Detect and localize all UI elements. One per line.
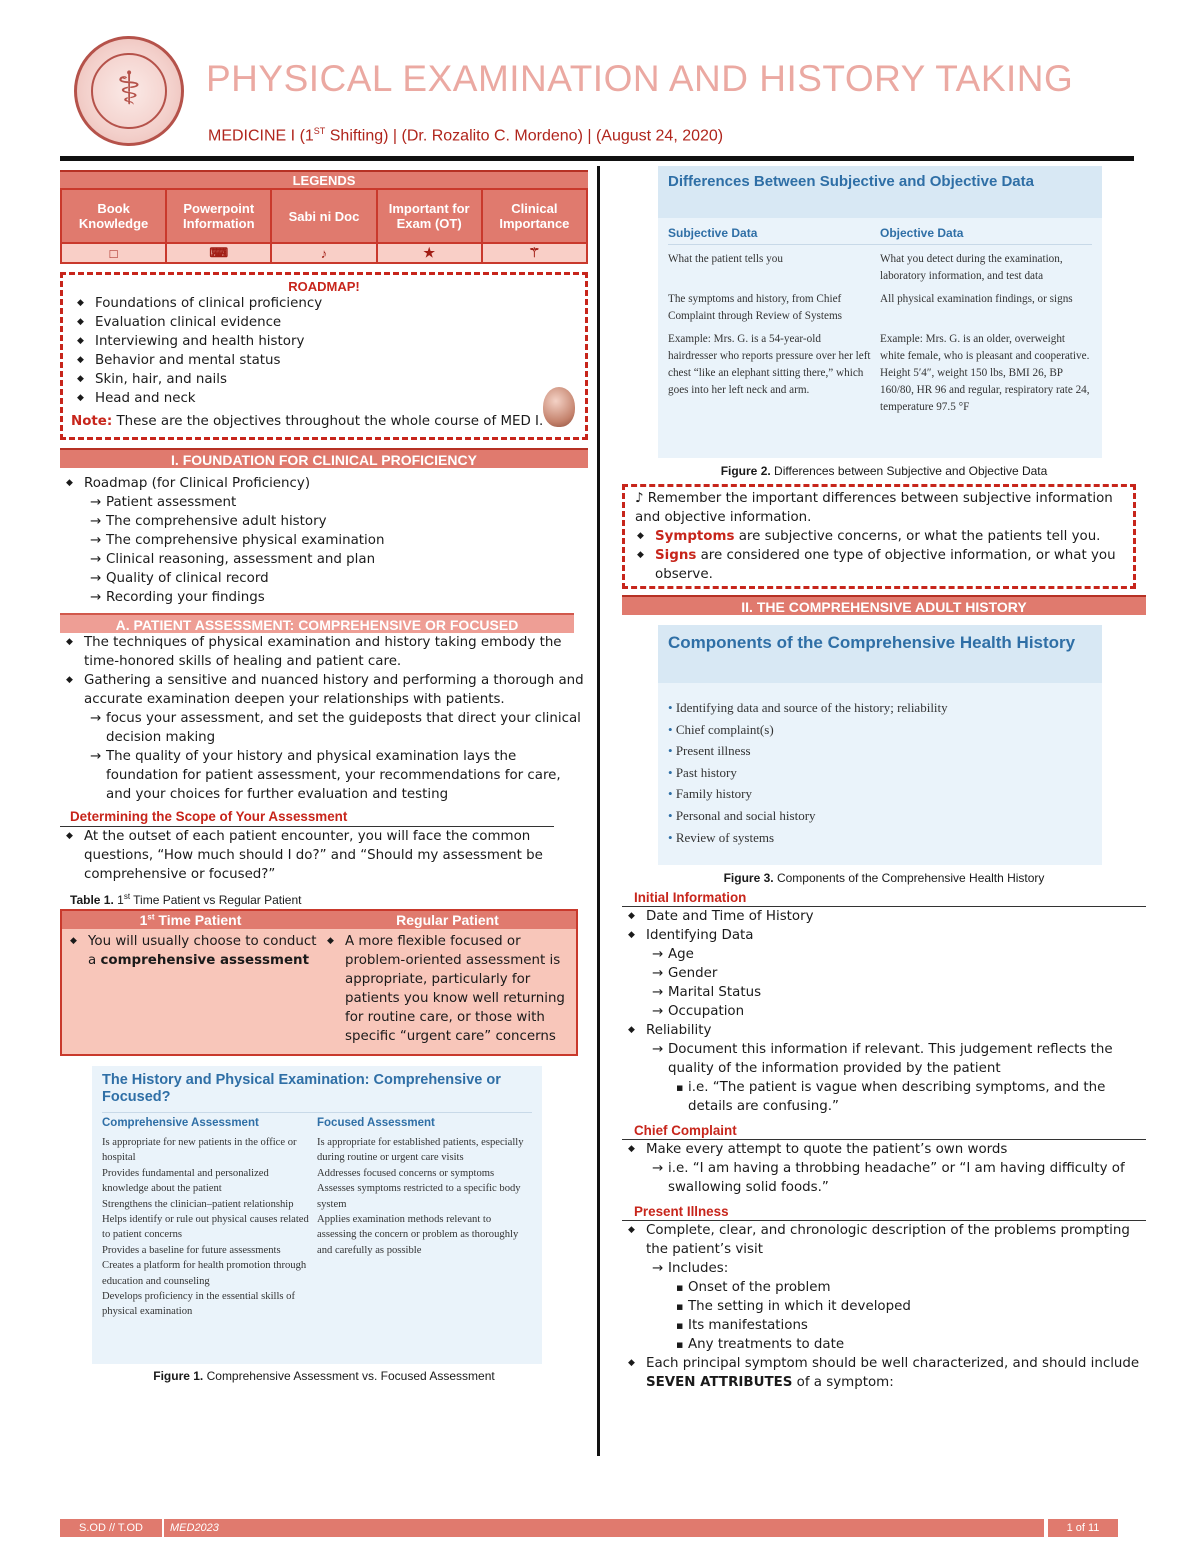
- scope-heading: Determining the Scope of Your Assessment: [60, 808, 554, 827]
- list-item: → focus your assessment, and set the guideposts that direct your clinical decision making: [60, 709, 588, 747]
- fig1-col1: [102, 1135, 317, 1320]
- column-divider: [597, 166, 600, 1456]
- caption-label: Figure 1.: [153, 1369, 204, 1383]
- section-1-arrows: [60, 493, 588, 607]
- table-caption-post: Time Patient vs Regular Patient: [130, 893, 302, 907]
- present-squares: [622, 1278, 1146, 1354]
- fig3-item: Personal and social history: [675, 807, 816, 823]
- fig3-item: Past history: [675, 764, 737, 780]
- fig2-col2-head: Objective Data: [880, 226, 964, 240]
- list-item: ▪ Any treatments to date: [622, 1335, 1146, 1354]
- caduceus-icon: ⚚: [482, 243, 587, 263]
- list-item: ◆ Behavior and mental status: [71, 351, 577, 370]
- reliability-arrows: [622, 1040, 1146, 1078]
- fig2-col1-head: Subjective Data: [668, 226, 758, 240]
- star-icon: ★: [377, 243, 482, 263]
- reliability-list: [622, 1021, 1146, 1040]
- scope-list: [60, 827, 588, 884]
- list-item: • Family history: [668, 786, 753, 802]
- chief-complaint-heading: Chief Complaint: [622, 1122, 1146, 1140]
- list-item: → Includes:: [622, 1259, 1146, 1278]
- fig1-c1-item: Helps identify or rule out physical causes related to patient concerns: [102, 1214, 309, 1241]
- list-item: ◆ A more flexible focused or problem-oriented assessment is appropriate, particularly for patients you know well returning for routine care, or those with specific “urgent care” concerns: [321, 932, 574, 1046]
- caption-label: Figure 3.: [723, 871, 774, 885]
- fig3-item: Review of systems: [675, 829, 775, 845]
- subtitle-pre: MEDICINE I (1: [208, 127, 314, 145]
- list-item: [635, 527, 1125, 546]
- list-item: → Gender: [622, 964, 1146, 983]
- list-item: [64, 932, 317, 970]
- list-item: → The comprehensive adult history: [60, 512, 588, 531]
- caption-text: Components of the Comprehensive Health History: [773, 871, 1045, 885]
- egg-sticker-icon: [543, 387, 575, 427]
- figure-2-caption: [622, 464, 1146, 478]
- school-seal-logo: [74, 36, 184, 146]
- list-item: ◆ At the outset of each patient encounter, you will face the common questions, “How much should I do?” and “Should my assessment be comprehensive or focused?”: [60, 827, 588, 884]
- legend-sabi-ni-doc: Sabi ni Doc: [271, 189, 376, 243]
- fig1-c2-item: Addresses focused concerns or symptoms: [317, 1167, 495, 1179]
- fig2-cell: Example: Mrs. G. is a 54-year-old hairdresser who reports pressure over her left chest “like an elephant sitting there,” which goes into her left neck and arm.: [668, 333, 871, 396]
- list-item: → Occupation: [622, 1002, 1146, 1021]
- figure-2-image: [658, 166, 1102, 458]
- legends-table: [60, 188, 588, 264]
- course-subtitle: [208, 126, 723, 145]
- legends-title: LEGENDS: [60, 170, 588, 188]
- subtitle-post: Shifting) | (Dr. Rozalito C. Mordeno) | (August 24, 2020): [325, 127, 724, 145]
- list-item: → Patient assessment: [60, 493, 588, 512]
- present-list-2: [622, 1354, 1146, 1392]
- signs-label: Signs: [655, 548, 697, 563]
- table-header-regular: Regular Patient: [319, 910, 577, 929]
- figure-1-body: [102, 1135, 532, 1320]
- fig3-item: Identifying data and source of the history; reliability: [675, 700, 948, 715]
- list-item: • Personal and social history: [668, 807, 816, 823]
- list-item: ▪ Onset of the problem: [622, 1278, 1146, 1297]
- list-item: → The comprehensive physical examination: [60, 531, 588, 550]
- footer-batch: MED2023: [164, 1519, 1044, 1537]
- legend-powerpoint: Powerpoint Information: [166, 189, 271, 243]
- section-a-arrows: [60, 709, 588, 804]
- note-label: Note:: [71, 414, 113, 429]
- fig3-item: Family history: [675, 786, 753, 802]
- fig1-c1-item: Provides a baseline for future assessments: [102, 1244, 281, 1256]
- table-header-first-time: [61, 910, 319, 929]
- section-1-title: I. FOUNDATION FOR CLINICAL PROFICIENCY: [60, 448, 588, 468]
- seven-attributes: SEVEN ATTRIBUTES: [646, 1375, 793, 1390]
- table-1-caption: [60, 892, 588, 907]
- list-item: • Chief complaint(s): [668, 721, 774, 737]
- caduceus-icon: ⚕: [116, 61, 142, 115]
- fig1-c2-item: Assesses symptoms restricted to a specific body system: [317, 1183, 521, 1210]
- figure-2-heads: [668, 226, 1092, 240]
- list-item: → The quality of your history and physical examination lays the foundation for patient assessment, your recommendations for care, and your choices for further evaluation and testing: [60, 747, 588, 804]
- list-item: ◆ Complete, clear, and chronologic description of the problems prompting the patient’s visit: [622, 1221, 1146, 1259]
- figure-3-title: Components of the Comprehensive Health History: [658, 625, 1102, 683]
- caption-text: Differences between Subjective and Objective Data: [770, 464, 1048, 478]
- right-column: [622, 166, 1146, 1392]
- present-arrows: [622, 1259, 1146, 1278]
- caption-label: Figure 2.: [720, 464, 771, 478]
- list-item: ◆ Reliability: [622, 1021, 1146, 1040]
- fig3-item: Chief complaint(s): [675, 721, 774, 737]
- cell-text: You will usually choose to conduct a: [88, 934, 317, 968]
- legend-important: Important for Exam (OT): [377, 189, 482, 243]
- list-item: ◆ Interviewing and health history: [71, 332, 577, 351]
- th-sup: st: [147, 912, 155, 922]
- list-item: → Marital Status: [622, 983, 1146, 1002]
- subtitle-sup: ST: [313, 126, 326, 136]
- table-row: [668, 331, 1092, 416]
- th-pre: 1: [139, 912, 148, 928]
- figure-3-image: [658, 625, 1102, 865]
- present-list: [622, 1221, 1146, 1259]
- fig1-c1-item: Is appropriate for new patients in the office or hospital: [102, 1137, 297, 1164]
- initial-info-heading: Initial Information: [622, 889, 1146, 907]
- figure-3-list: [668, 697, 1092, 848]
- fig1-c2-item: Applies examination methods relevant to assessing the concern or problem as thoroughly and carefully as possible: [317, 1214, 519, 1256]
- th-post: Time Patient: [154, 912, 242, 928]
- fig2-cell: Example: Mrs. G. is an older, overweight white female, who is pleasant and cooperative. Height 5′4″, weight 150 lbs, BMI 26, BP 160/80, HR 96 and regular, respiratory rate 24, temperature 97.5 °F: [880, 333, 1090, 413]
- list-item: ◆ The techniques of physical examination and history taking embody the time-honored skills of healing and patient care.: [60, 633, 588, 671]
- seven-post: of a symptom:: [792, 1375, 894, 1390]
- list-item: ◆ Make every attempt to quote the patient’s own words: [622, 1140, 1146, 1159]
- list-item: ▪ i.e. “The patient is vague when describing symptoms, and the details are confusing.”: [622, 1078, 1146, 1116]
- caption-text: Comprehensive Assessment vs. Focused Assessment: [203, 1369, 495, 1383]
- keyboard-icon: ⌨: [166, 243, 271, 263]
- fig2-cell: The symptoms and history, from Chief Complaint through Review of Systems: [668, 293, 843, 322]
- fig1-col2: [317, 1135, 532, 1320]
- figure-1-title: The History and Physical Examination: Comprehensive or Focused?: [102, 1072, 501, 1105]
- reliability-squares: [622, 1078, 1146, 1116]
- figure-2-rows: [668, 244, 1092, 416]
- chief-list: [622, 1140, 1146, 1159]
- list-item: • Review of systems: [668, 829, 775, 845]
- list-item: • Present illness: [668, 743, 751, 759]
- present-illness-heading: Present Illness: [622, 1203, 1146, 1221]
- list-item: ◆ Roadmap (for Clinical Proficiency): [60, 474, 588, 493]
- figure-3-caption: [622, 871, 1146, 885]
- roadmap-list: [71, 294, 577, 408]
- list-item: • Past history: [668, 764, 737, 780]
- page-number: 1 of 11: [1048, 1519, 1118, 1537]
- roadmap-note: [71, 412, 577, 431]
- reminder-box: [622, 484, 1136, 589]
- fig2-cell: What the patient tells you: [668, 253, 783, 265]
- fig2-cell: All physical examination findings, or signs: [880, 293, 1073, 305]
- seven-pre: Each principal symptom should be well characterized, and should include: [646, 1356, 1140, 1371]
- fig1-c2-item: Is appropriate for established patients, especially during routine or urgent care visits: [317, 1137, 524, 1164]
- table-caption-label: Table 1.: [70, 893, 114, 907]
- section-a-title: A. PATIENT ASSESSMENT: COMPREHENSIVE OR FOCUSED: [60, 613, 574, 633]
- roadmap-box: [60, 272, 588, 440]
- initial-list: [622, 907, 1146, 945]
- list-item: ◆ Identifying Data: [622, 926, 1146, 945]
- figure-1-heads: [102, 1112, 532, 1129]
- figure-1-image: [92, 1066, 542, 1364]
- identifying-arrows: [622, 945, 1146, 1021]
- music-note-icon: ♪: [271, 243, 376, 263]
- section-2-title: II. THE COMPREHENSIVE ADULT HISTORY: [622, 595, 1146, 615]
- table-caption-sup: st: [123, 892, 131, 901]
- fig1-c1-item: Develops proficiency in the essential skills of physical examination: [102, 1291, 295, 1318]
- list-item: ◆ Skin, hair, and nails: [71, 370, 577, 389]
- list-item: • Identifying data and source of the history; reliability: [668, 700, 948, 715]
- list-item: → Recording your findings: [60, 588, 588, 607]
- fig2-cell: What you detect during the examination, laboratory information, and test data: [880, 253, 1063, 282]
- table-caption-pre: 1: [113, 893, 124, 907]
- table-cell-regular: [319, 929, 577, 1055]
- table-row: [668, 291, 1092, 325]
- section-a-list: [60, 633, 588, 709]
- list-item: ▪ The setting in which it developed: [622, 1297, 1146, 1316]
- book-icon: □: [61, 243, 166, 263]
- cell-bold: comprehensive assessment: [100, 953, 309, 968]
- symptoms-label: Symptoms: [655, 529, 735, 544]
- list-item: ◆ Evaluation clinical evidence: [71, 313, 577, 332]
- reminder-list: [635, 527, 1125, 584]
- header-rule: [60, 156, 1134, 161]
- left-column: [60, 170, 588, 1383]
- list-item: [635, 546, 1125, 584]
- reminder-intro: ♪ Remember the important differences between subjective information and objective information.: [635, 491, 1113, 525]
- fig1-c1-item: Provides fundamental and personalized knowledge about the patient: [102, 1167, 269, 1195]
- fig1-c1-item: Creates a platform for health promotion through education and counseling: [102, 1260, 307, 1287]
- table-cell-first-time: [61, 929, 319, 1055]
- list-item: [622, 1354, 1146, 1392]
- fig1-c1-item: Strengthens the clinician–patient relationship: [102, 1198, 294, 1210]
- list-item: → Age: [622, 945, 1146, 964]
- list-item: ◆ Gathering a sensitive and nuanced history and performing a thorough and accurate examination deepen your relationships with patients.: [60, 671, 588, 709]
- roadmap-title: ROADMAP!: [288, 279, 360, 294]
- figure-1-caption: [60, 1369, 588, 1383]
- chief-arrows: [622, 1159, 1146, 1197]
- page-title: PHYSICAL EXAMINATION AND HISTORY TAKING: [206, 58, 1074, 99]
- legend-book: Book Knowledge: [61, 189, 166, 243]
- figure-2-title: Differences Between Subjective and Objective Data: [658, 166, 1102, 218]
- note-text: These are the objectives throughout the whole course of MED I.: [112, 414, 544, 429]
- list-item: ▪ Its manifestations: [622, 1316, 1146, 1335]
- list-item: → Clinical reasoning, assessment and plan: [60, 550, 588, 569]
- list-item: ◆ Foundations of clinical proficiency: [71, 294, 577, 313]
- list-item: → Quality of clinical record: [60, 569, 588, 588]
- fig1-col2-head: Focused Assessment: [317, 1117, 435, 1129]
- table-1: [60, 909, 578, 1056]
- signs-text: are considered one type of objective information, or what you observe.: [655, 548, 1116, 582]
- list-item: ◆ Head and neck: [71, 389, 577, 408]
- list-item: → i.e. “I am having a throbbing headache” or “I am having difficulty of swallowing solid foods.”: [622, 1159, 1146, 1197]
- list-item: ◆ Date and Time of History: [622, 907, 1146, 926]
- legend-clinical: Clinical Importance: [482, 189, 587, 243]
- section-1-list: [60, 474, 588, 493]
- list-item: → Document this information if relevant. This judgement reflects the quality of the information provided by the patient: [622, 1040, 1146, 1078]
- fig1-col1-head: Comprehensive Assessment: [102, 1117, 259, 1129]
- fig3-item: Present illness: [675, 743, 751, 759]
- table-row: [668, 251, 1092, 285]
- footer-authors: S.OD // T.OD: [60, 1519, 162, 1537]
- symptoms-text: are subjective concerns, or what the patients tell you.: [734, 529, 1101, 544]
